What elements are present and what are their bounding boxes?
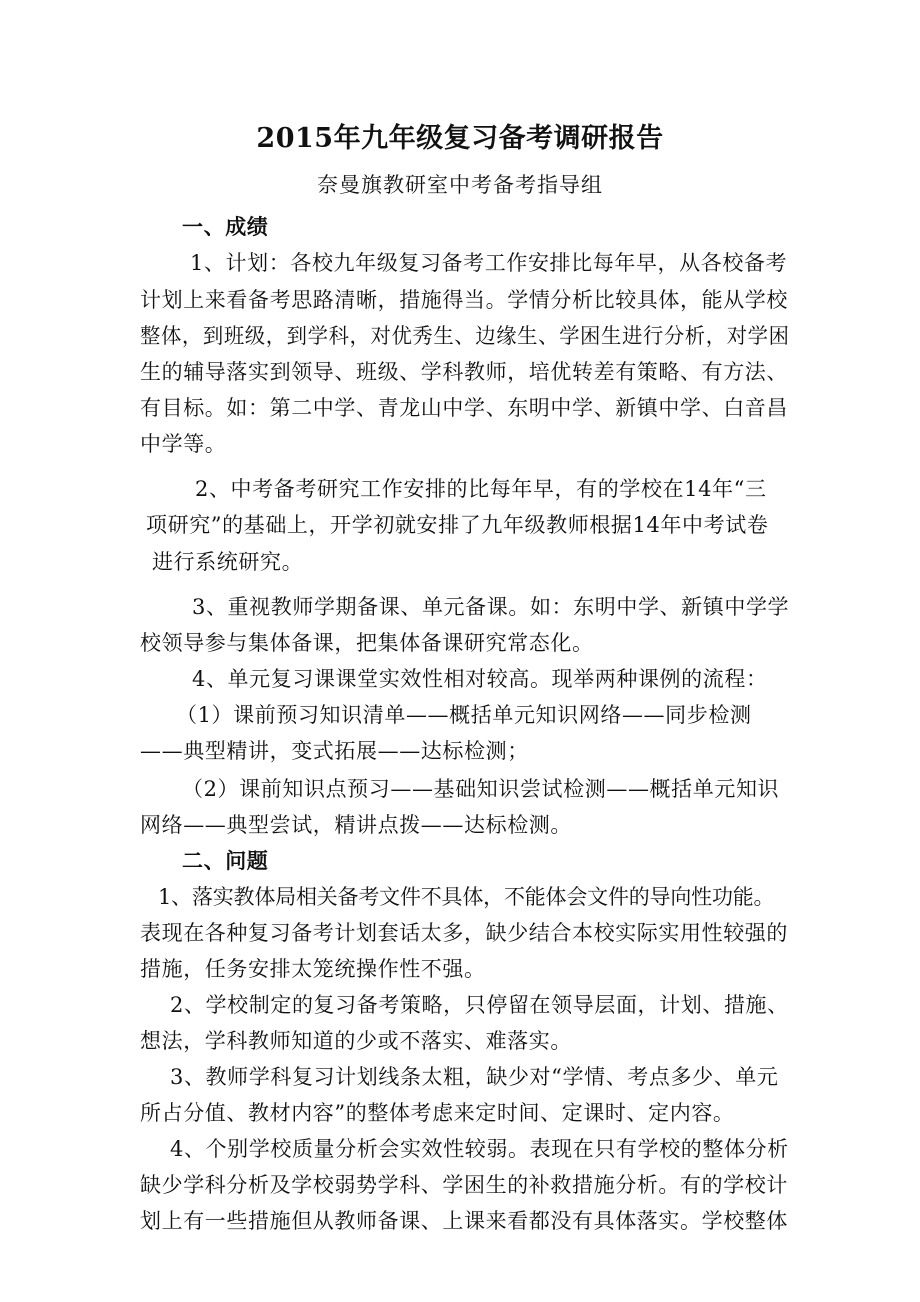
document-subtitle: 奈曼旗教研室中考备考指导组 [317,173,603,197]
paragraph-line: 1、落实教体局相关备考文件不具体，不能体会文件的导向性功能。 [158,885,775,909]
paragraph-line: 网络——典型尝试，精讲点拨——达标检测。 [140,813,572,837]
document-title: 2015年九年级复习备考调研报告 [256,123,664,154]
paragraph-line: 整体，到班级，到学科，对优秀生、边缘生、学困生进行分析，对学困 [140,324,790,348]
paragraph-line: 计划上来看备考思路清晰，措施得当。学情分析比较具体，能从学校 [140,288,788,312]
paragraph-line: 表现在各种复习备考计划套话太多，缺少结合本校实际实用性较强的 [140,921,788,945]
section-heading: 二、问题 [182,848,269,873]
paragraph-line: 划上有一些措施但从教师备课、上课来看都没有具体落实。学校整体 [140,1209,788,1233]
paragraph-line: 4、个别学校质量分析会实效性较弱。表现在只有学校的整体分析 [170,1137,789,1161]
paragraph-line: 有目标。如：第二中学、青龙山中学、东明中学、新镇中学、白音昌 [140,396,788,420]
paragraph-line: ——典型精讲，变式拓展——达标检测； [140,739,529,763]
paragraph-line: 1、计划：各校九年级复习备考工作安排比每年早，从各校备考 [190,251,788,275]
paragraph-line: 项研究”的基础上，开学初就安排了九年级教师根据14年中考试卷 [146,513,769,537]
paragraph-line: 中学等。 [140,432,227,456]
paragraph-line: 所占分值、教材内容”的整体考虑来定时间、定课时、定内容。 [140,1101,735,1125]
paragraph-line: （1）课前预习知识清单——概括单元知识网络——同步检测 [176,703,752,727]
paragraph-line: 生的辅导落实到领导、班级、学科教师，培优转差有策略、有方法、 [140,360,788,384]
paragraph-line: 想法，学科教师知道的少或不落实、难落实。 [140,1029,572,1053]
paragraph-line: 2、中考备考研究工作安排的比每年早，有的学校在14年“三 [195,477,767,501]
paragraph-line: 3、重视教师学期备课、单元备课。如：东明中学、新镇中学学 [192,595,790,619]
paragraph-line: 2、学校制定的复习备考策略，只停留在领导层面，计划、措施、 [170,993,789,1017]
paragraph-line: 4、单元复习课课堂实效性相对较高。现举两种课例的流程： [192,667,768,691]
paragraph-line: 缺少学科分析及学校弱势学科、学困生的补救措施分析。有的学校计 [140,1173,788,1197]
paragraph-line: （2）课前知识点预习——基础知识尝试检测——概括单元知识 [182,777,780,801]
paragraph-line: 3、教师学科复习计划线条太粗，缺少对“学情、考点多少、单元 [170,1065,779,1089]
paragraph-line: 校领导参与集体备课，把集体备课研究常态化。 [140,631,594,655]
paragraph-line: 措施，任务安排太笼统操作性不强。 [140,957,486,981]
section-heading: 一、成绩 [182,214,269,239]
paragraph-line: 进行系统研究。 [152,550,304,574]
